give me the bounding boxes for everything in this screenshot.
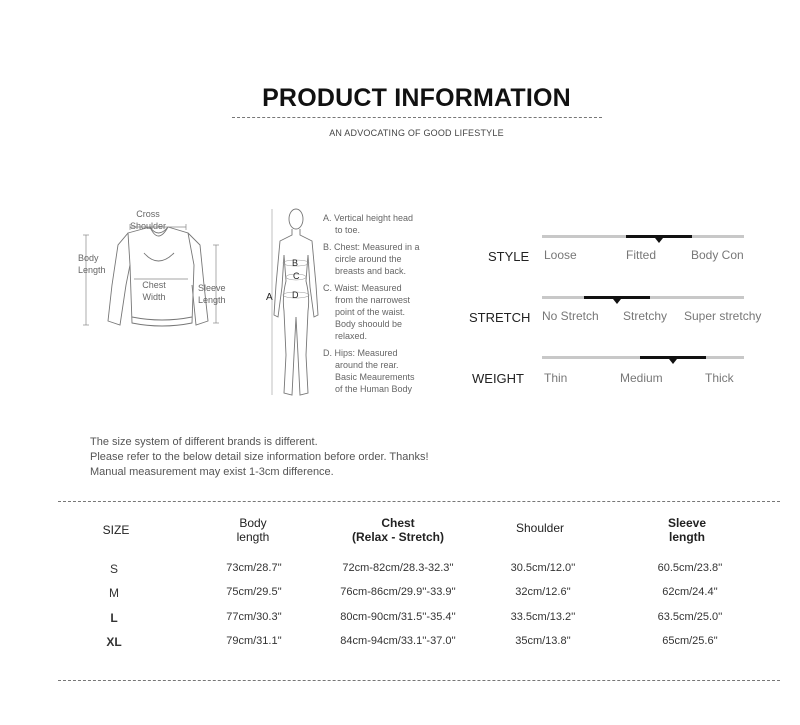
body-note-d (323, 347, 443, 395)
chest-width-label (134, 279, 174, 303)
body-length-label (78, 252, 112, 276)
body-note-c-line: relaxed. (335, 331, 368, 341)
header-text: length (669, 530, 705, 544)
rating-weight (460, 354, 770, 404)
sleeve-length-cell: 60.5cm/23.8'' (657, 562, 723, 574)
body-length-cell: 79cm/31.1'' (226, 635, 282, 647)
size-note-line: Manual measurement may exist 1-3cm difference. (90, 466, 334, 478)
rating-option: Stretchy (623, 309, 668, 323)
shoulder-cell: 32cm/12.6'' (515, 586, 571, 598)
rating-label: STRETCH (469, 310, 531, 325)
rating-track (542, 235, 744, 238)
page-subtitle: AN ADVOCATING OF GOOD LIFESTYLE (329, 128, 504, 138)
body-note-a-line: to toe. (335, 225, 361, 235)
chest-width-label-line1: Chest (142, 280, 166, 290)
chest-cell: 72cm-82cm/28.3-32.3'' (342, 562, 454, 574)
size-table-header (500, 521, 580, 535)
header-text: Shoulder (515, 521, 565, 535)
size-table (0, 515, 800, 655)
body-notes (323, 212, 443, 395)
rating-marker (669, 359, 677, 364)
body-label-c: C (293, 271, 300, 281)
table-row (0, 562, 800, 580)
body-note-d-line: D. Hips: Measured (323, 348, 398, 358)
table-row (0, 586, 800, 604)
cross-shoulder-label-line2: Shoulder (129, 221, 167, 231)
header-text: (Relax - Stretch) (351, 530, 445, 544)
body-note-c-line: point of the waist. (335, 307, 406, 317)
rating-option: Medium (620, 371, 663, 385)
header-text: SIZE (102, 523, 130, 537)
table-bottom-divider (58, 680, 780, 681)
size-table-header (647, 516, 727, 544)
rating-marker (655, 238, 663, 243)
rating-option: Body Con (691, 248, 744, 262)
rating-option: No Stretch (542, 309, 599, 323)
rating-option: Super stretchy (684, 309, 762, 323)
chest-cell: 84cm-94cm/33.1''-37.0'' (340, 635, 456, 647)
table-row (0, 635, 800, 653)
shoulder-cell: 33.5cm/13.2'' (510, 611, 576, 623)
size-cell: S (109, 562, 118, 576)
body-measure-figure (262, 205, 322, 405)
body-note-d-line: around the rear. (335, 360, 399, 370)
body-note-b (323, 241, 443, 277)
body-note-b-line: circle around the (335, 254, 402, 264)
size-note-line: Please refer to the below detail size information before order. Thanks! (90, 451, 429, 463)
body-length-cell: 75cm/29.5'' (226, 586, 282, 598)
shoulder-cell: 30.5cm/12.0'' (510, 562, 576, 574)
size-table-header (76, 523, 156, 537)
rating-label: WEIGHT (472, 371, 524, 386)
body-length-label-line1: Body (78, 253, 99, 263)
body-label-a: A (266, 292, 273, 303)
size-cell: XL (106, 635, 122, 649)
body-note-a-line: A. Vertical height head (323, 213, 414, 223)
chest-width-label-line2: Width (142, 292, 166, 302)
body-note-c-line: C. Waist: Measured (323, 283, 402, 293)
body-length-cell: 77cm/30.3'' (226, 611, 282, 623)
body-note-c-line: from the narrowest (335, 295, 411, 305)
cross-shoulder-label-line1: Cross (136, 209, 160, 219)
header-text: length (236, 530, 270, 544)
page-title: PRODUCT INFORMATION (262, 84, 571, 112)
size-notes (90, 435, 490, 480)
body-note-b-line: B. Chest: Measured in a (323, 242, 420, 252)
rating-stretch (460, 292, 770, 342)
rating-option: Thin (544, 371, 568, 385)
sleeve-length-label (198, 282, 238, 306)
body-note-a (323, 212, 443, 236)
rating-marker (613, 299, 621, 304)
header-text: Body (239, 516, 267, 530)
rating-style (460, 230, 770, 280)
table-row (0, 611, 800, 629)
rating-track (542, 296, 744, 299)
rating-label: STYLE (488, 249, 530, 264)
sleeve-length-cell: 62cm/24.4'' (662, 586, 718, 598)
body-note-d-line: Basic Meaurements (335, 372, 415, 382)
sleeve-length-cell: 65cm/25.6'' (662, 635, 718, 647)
rating-option: Fitted (626, 248, 657, 262)
body-label-b: B (292, 258, 299, 268)
size-table-header (213, 516, 293, 544)
body-length-label-line2: Length (78, 265, 106, 275)
rating-option: Loose (544, 248, 577, 262)
body-label-d: D (292, 290, 299, 300)
header-text: Chest (381, 516, 415, 530)
body-note-c-line: Body shoould be (335, 319, 403, 329)
body-note-c (323, 282, 443, 342)
body-length-cell: 73cm/28.7'' (226, 562, 282, 574)
rating-option: Thick (705, 371, 734, 385)
body-note-d-line: of the Human Body (335, 384, 413, 394)
sleeve-length-cell: 63.5cm/25.0'' (657, 611, 723, 623)
body-note-b-line: breasts and back. (335, 266, 407, 276)
size-table-header (328, 516, 468, 544)
sleeve-length-label-line1: Sleeve (198, 283, 226, 293)
fit-ratings (460, 230, 770, 400)
chest-cell: 76cm-86cm/29.9''-33.9'' (340, 586, 456, 598)
sleeve-length-label-line2: Length (198, 295, 226, 305)
shoulder-cell: 35cm/13.8'' (515, 635, 571, 647)
human-body-illustration (262, 205, 322, 405)
cross-shoulder-label (118, 208, 178, 232)
size-note-line: The size system of different brands is different. (90, 436, 318, 448)
size-cell: L (110, 611, 118, 625)
header-text: Sleeve (667, 516, 707, 530)
rating-track (542, 356, 744, 359)
table-top-divider (58, 501, 780, 502)
chest-cell: 80cm-90cm/31.5''-35.4'' (340, 611, 456, 623)
size-cell: M (109, 586, 119, 600)
title-divider (232, 117, 602, 118)
